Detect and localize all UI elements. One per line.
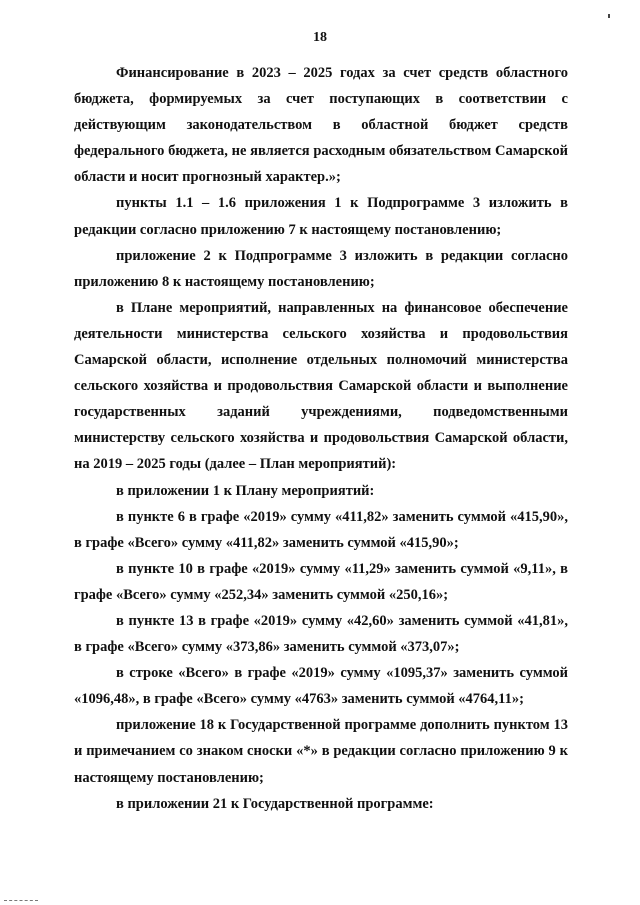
paragraph-annex-18: приложение 18 к Государственной программе дополнить пунктом 13 и примечанием со знаком сноски «*» в редакции согласно приложению 9 к настоящему постановлению; xyxy=(74,717,568,786)
paragraph-subprogram-3-annex-2: приложение 2 к Подпрограмме 3 изложить в редакции согласно приложению 8 к настоящему постановлению; xyxy=(74,247,568,290)
paragraph-item-6: в пункте 6 в графе «2019» сумму «411,82» заменить суммой «415,90», в графе «Всего» сумму «411,82» заменить суммой «415,90»; xyxy=(74,508,568,551)
paragraph-plan-annex-1: в приложении 1 к Плану мероприятий: xyxy=(116,482,375,499)
page-number: 18 xyxy=(313,30,327,45)
paragraph-financing-note: Финансирование в 2023 – 2025 годах за счет средств областного бюджета, формируемых за счет поступающих в соответствии с действующим законодательством в областной бюджет средств федерального бюджета, не является расходным обязательством Самарской области и носит прогнозный характер.»; xyxy=(74,65,568,186)
scan-edge-line xyxy=(4,900,38,901)
paragraph-item-10: в пункте 10 в графе «2019» сумму «11,29» заменить суммой «9,11», в графе «Всего» сумму «252,34» заменить суммой «250,16»; xyxy=(74,560,568,603)
scan-mark xyxy=(608,14,610,18)
document-body xyxy=(74,60,568,817)
paragraph-annex-21: в приложении 21 к Государственной программе: xyxy=(116,795,434,812)
paragraph-plan-of-measures: в Плане мероприятий, направленных на финансовое обеспечение деятельности министерства сельского хозяйства и продовольствия Самарской области, исполнение отдельных полномочий министерства сельского хозяйства и продовольствия Самарской области и выполнение государственных заданий учреждениями, подведомственными министерству сельского хозяйства и продовольствия Самарской области, на 2019 – 2025 годы (далее – План мероприятий): xyxy=(74,299,568,473)
paragraph-total-row: в строке «Всего» в графе «2019» сумму «1095,37» заменить суммой «1096,48», в графе «Всего» сумму «4763» заменить суммой «4764,11»; xyxy=(74,665,568,708)
paragraph-item-13: в пункте 13 в графе «2019» сумму «42,60» заменить суммой «41,81», в графе «Всего» сумму «373,86» заменить суммой «373,07»; xyxy=(74,612,568,656)
paragraph-subprogram-3-items: пункты 1.1 – 1.6 приложения 1 к Подпрограмме 3 изложить в редакции согласно приложению 7 к настоящему постановлению; xyxy=(74,195,568,238)
